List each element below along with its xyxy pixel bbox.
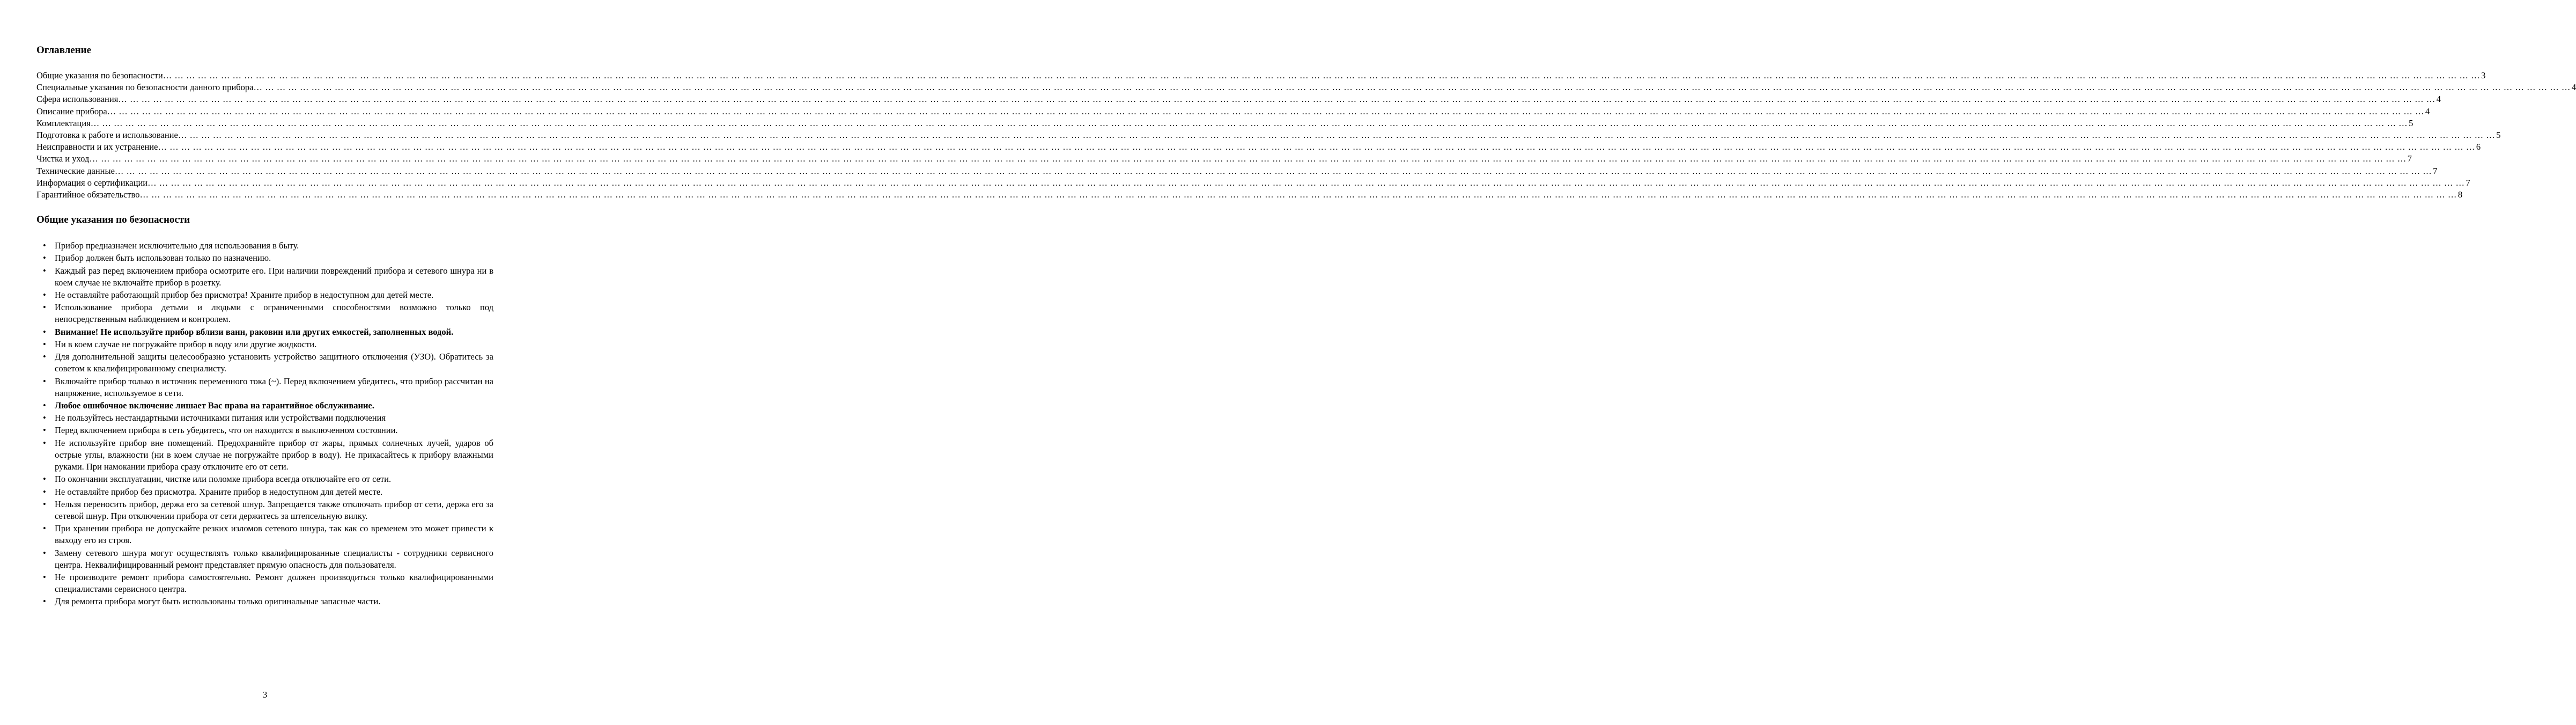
safety-list-item [36, 339, 493, 350]
safety-item-text: Включайте прибор только в источник переменного тока (~). Перед включением убедитесь, что прибор рассчитан на напряжение, используемое в сети. [55, 376, 493, 398]
bullet-icon: • [43, 437, 46, 448]
safety-item-text: Нельзя переносить прибор, держа его за сетевой шнур. Запрещается также отключать прибор от сети, держа его за сетевой шнур. При отключении прибора от сети держитесь за штепсельную вилку. [55, 499, 493, 521]
toc-entry-label: Неисправности и их устранение [36, 142, 158, 152]
safety-list-item [36, 486, 493, 498]
safety-instructions-list [36, 240, 493, 609]
bullet-icon: • [43, 474, 46, 485]
toc-entry-label: Гарантийное обязательство [36, 189, 140, 200]
safety-item-text: Для ремонта прибора могут быть использованы только оригинальные запасные части. [55, 596, 381, 607]
toc-entry [36, 93, 2441, 105]
safety-item-text: Не оставляйте работающий прибор без присмотра! Храните прибор в недоступном для детей месте. [55, 289, 434, 300]
safety-list-item [36, 265, 493, 289]
bullet-icon: • [43, 572, 46, 582]
toc-entry-label: Сфера использования [36, 94, 119, 105]
toc-entry [36, 165, 2438, 177]
safety-item-text: Не пользуйтесь нестандартными источниками питания или устройствами подключения [55, 413, 386, 423]
bullet-icon: • [43, 523, 46, 534]
bullet-icon: • [43, 253, 46, 263]
toc-entry-page: 4 [2425, 106, 2430, 116]
toc-entry-page: 6 [2476, 142, 2481, 152]
safety-list-item [36, 523, 493, 546]
safety-section-title: Общие указания по безопасности [36, 214, 190, 225]
bullet-icon: • [43, 413, 46, 423]
bullet-icon: • [43, 339, 46, 349]
table-of-contents [36, 70, 2576, 201]
toc-entry [36, 141, 2481, 153]
toc-entry-page: 3 [2481, 70, 2486, 80]
bullet-icon: • [43, 326, 46, 337]
toc-leader-dots: … … … … … … … … … … … … … … … … … … … … … … … … … … … … … … … … … … … … … … … … … … … … … … … … … … … … … … … … … … … … … … … … … … … … … … … … … … … … … … … … … … … … … … … … … … … … … … … … … … … … … … … … … … … … … … … … … … … … … … … … … … … … … … … … … … … … … … … … … … … … … … … … … … … … … … … … … … … … … … … … … … … … … … … … … … … … … … … … … … … … … … … … … … … … … … … … … … … … … … … … [90, 118, 2408, 128]
toc-leader-dots: … … … … … … … … … … … … … … … … … … … … … … … … … … … … … … … … … … … … … … … … … … … … … … … … … … … … … … … … … … … … … … … … … … … … … … … … … … … … … … … … … … … … … … … … … … … … … … … … … … … … … … … … … … … … … … … … … … … … … … … … … … … … … … … … … … … … … … … … … … … … … … … … … … … … … … … … … … … … … … … … … … … … … … … … … … … … … … … … … … … … … … … … … … … … … … … … … … … … … … … … [158, 142, 2475, 152]
toc-entry [36, 106, 2430, 118]
toc-leader-dots: … … … … … … … … … … … … … … … … … … … … … … … … … … … … … … … … … … … … … … … … … … … … … … … … … … … … … … … … … … … … … … … … … … … … … … … … … … … … … … … … … … … … … … … … … … … … … … … … … … … … … … … … … … … … … … … … … … … … … … … … … … … … … … … … … … … … … … … … … … … … … … … … … … … … … … … … … … … … … … … … … … … … … … … … … … … … … … … … … … … … … … … … … … … … … … … … … … … … … … … … [114, 165, 2432, 176]
toc-entry-label: Чистка и уход [36, 153, 90, 164]
safety-item-text: Любое ошибочное включение лишает Вас права на гарантийное обслуживание. [55, 400, 374, 411]
safety-item-text: По окончании эксплуатации, чистке или поломке прибора всегда отключайте его от сети. [55, 474, 392, 485]
safety-list-item [36, 596, 493, 607]
safety-list-item [36, 499, 493, 522]
toc-entry [36, 177, 2470, 189]
toc-entry-label: Комплектация [36, 118, 91, 128]
safety-list-item [36, 289, 493, 301]
toc-entry [36, 153, 2412, 165]
safety-list-item [36, 424, 493, 436]
toc-entry-page: 8 [2457, 189, 2463, 200]
bullet-icon: • [43, 302, 46, 313]
toc-leader-dots: … … … … … … … … … … … … … … … … … … … … … … … … … … … … … … … … … … … … … … … … … … … … … … … … … … … … … … … … … … … … … … … … … … … … … … … … … … … … … … … … … … … … … … … … … … … … … … … … … … … … … … … … … … … … … … … … … … … … … … … … … … … … … … … … … … … … … … … … … … … … … … … … … … … … … … … … … … … … … … … … … … … … … … … … … … … … … … … … … … … … … … … … … … … … … … … … … … … … … … … … [253, 82, 2571, 93]
safety-list-item [36, 302, 493, 325]
safety-list-item [36, 437, 493, 473]
bullet-icon: • [43, 547, 46, 558]
toc-entry [36, 118, 2413, 129]
toc-entry-page: 5 [2409, 118, 2413, 128]
toc-leader-dots: … … … … … … … … … … … … … … … … … … … … … … … … … … … … … … … … … … … … … … … … … … … … … … … … … … … … … … … … … … … … … … … … … … … … … … … … … … … … … … … … … … … … … … … … … … … … … … … … … … … … … … … … … … … … … … … … … … … … … … … … … … … … … … … … … … … … … … … … … … … … … … … … … … … … … … … … … … … … … … … … … … … … … … … … … … … … … … … … … … … … … … … … … … … … … … … … … … … … … … … … [178, 130, 2496, 141]
toc-entry [36, 82, 2576, 93]
toc-leader-dots: … … … … … … … … … … … … … … … … … … … … … … … … … … … … … … … … … … … … … … … … … … … … … … … … … … … … … … … … … … … … … … … … … … … … … … … … … … … … … … … … … … … … … … … … … … … … … … … … … … … … … … … … … … … … … … … … … … … … … … … … … … … … … … … … … … … … … … … … … … … … … … … … … … … … … … … … … … … … … … … … … … … … … … … … … … … … … … … … … … … … … … … … … … … … … … … … … … … … … … … … [147, 177, 2465, 188]
safety-item-text: Перед включением прибора в сеть убедитесь, что он находится в выключенном состоянии. [55, 425, 398, 436]
toc-leader-dots: … … … … … … … … … … … … … … … … … … … … … … … … … … … … … … … … … … … … … … … … … … … … … … … … … … … … … … … … … … … … … … … … … … … … … … … … … … … … … … … … … … … … … … … … … … … … … … … … … … … … … … … … … … … … … … … … … … … … … … … … … … … … … … … … … … … … … … … … … … … … … … … … … … … … … … … … … … … … … … … … … … … … … … … … … … … … … … … … … … … … … … … … … … … … … … … … … … … … … … … … [139, 189, 2457, 200]
toc-entry-page: 7 [2433, 165, 2438, 176]
bullet-icon: • [43, 376, 46, 386]
safety-list-item [36, 412, 493, 424]
safety-item-text: Не оставляйте прибор без присмотра. Храните прибор в недоступном для детей месте. [55, 486, 383, 497]
safety-item-text: Каждый раз перед включением прибора осмотрите его. При наличии повреждений прибора и сетевого шнура ни в коем случае не включайте прибор в розетку. [55, 265, 493, 288]
bullet-icon: • [43, 425, 46, 436]
safety-item-text: Не используйте прибор вне помещений. Предохраняйте прибор от жары, прямых солнечных лучей, ударов об острые углы, влажности (ни в коем случае не погружайте прибор в воду). Не прикасайтесь к прибору влажными руками. При намокании прибора сразу отключите его от сети. [55, 437, 493, 472]
safety-item-text: Не производите ремонт прибора самостоятельно. Ремонт должен производиться только квалифицированными специалистами сервисного центра. [55, 572, 493, 594]
toc-title: Оглавление [36, 45, 92, 56]
safety-list-item [36, 351, 493, 375]
bullet-icon: • [43, 499, 46, 509]
safety-list-item [36, 400, 493, 412]
safety-list-item [36, 473, 493, 485]
bullet-icon: • [43, 240, 46, 251]
safety-list-item [36, 376, 493, 399]
safety-item-text: Ни в коем случае не погружайте прибор в воду или другие жидкости. [55, 339, 317, 349]
bullet-icon: • [43, 265, 46, 276]
toc-leader-dots: … … … … … … … … … … … … … … … … … … … … … … … … … … … … … … … … … … … … … … … … … … … … … … … … … … … … … … … … … … … … … … … … … … … … … … … … … … … … … … … … … … … … … … … … … … … … … … … … … … … … … … … … … … … … … … … … … … … … … … … … … … … … … … … … … … … … … … … … … … … … … … … … … … … … … … … … … … … … … … … … … … … … … … … … … … … … … … … … … … … … … … … … … … … … … … … … … … … … … … … … [163, 70, 2481, 80]
toc-entry-label: Технические данные [36, 165, 115, 176]
toc-entry-page: 5 [2496, 130, 2501, 141]
bullet-icon: • [43, 596, 46, 607]
safety-item-text: Для дополнительной защиты целесообразно установить устройство защитного отключения (УЗО). Обратитесь за советом к квалифицированному специалисту. [55, 351, 493, 374]
bullet-icon: • [43, 486, 46, 497]
safety-item-text: Использование прибора детьми и людьми с ограниченными способностями возможно только под непосредственным наблюдением и контролем. [55, 302, 493, 325]
toc-entry-page: 4 [2436, 94, 2441, 105]
safety-item-text: Замену сетевого шнура могут осуществлять только квалифицированные специалисты - сотрудники сервисного центра. Неквалифицированный ремонт представляет прямую опасность для пользователя. [55, 547, 493, 570]
page-number: 3 [262, 690, 268, 700]
toc-leader-dots: … … … … … … … … … … … … … … … … … … … … … … … … … … … … … … … … … … … … … … … … … … … … … … … … … … … … … … … … … … … … … … … … … … … … … … … … … … … … … … … … … … … … … … … … … … … … … … … … … … … … … … … … … … … … … … … … … … … … … … … … … … … … … … … … … … … … … … … … … … … … … … … … … … … … … … … … … … … … … … … … … … … … … … … … … … … … … … … … … … … … … … … … … … … … … … … … … … … … … … … … [89, 153, 2407, 164]
toc-entry [36, 129, 2501, 141]
toc-entry-page: 4 [2571, 82, 2576, 93]
safety-item-text: Прибор предназначен исключительно для использования в быту. [55, 240, 299, 251]
toc-entry-label: Специальные указания по безопасности данного прибора [36, 82, 254, 93]
toc-entry-label: Общие указания по безопасности [36, 70, 163, 80]
toc-entry [36, 70, 2486, 82]
toc-entry-label: Подготовка к работе и использование [36, 130, 178, 141]
toc-leader-dots: … … … … … … … … … … … … … … … … … … … … … … … … … … … … … … … … … … … … … … … … … … … … … … … … … … … … … … … … … … … … … … … … … … … … … … … … … … … … … … … … … … … … … … … … … … … … … … … … … … … … … … … … … … … … … … … … … … … … … … … … … … … … … … … … … … … … … … … … … … … … … … … … … … … … … … … … … … … … … … … … … … … … … … … … … … … … … … … … … … … … … … … … … … … … … … … … … … … … … … … … [118, 94, 2435, 105]
safety-list-item [36, 240, 493, 252]
toc-entry-page: 7 [2466, 177, 2470, 188]
toc-entry-page: 7 [2407, 153, 2412, 164]
safety-item-text: При хранении прибора не допускайте резких изломов сетевого шнура, так как со временем это может привести к выходу его из строя. [55, 523, 493, 546]
safety-list-item [36, 326, 493, 338]
bullet-icon: • [43, 351, 46, 362]
safety-item-text: Внимание! Не используйте прибор вблизи ванн, раковин или других емкостей, заполненных водой. [55, 326, 454, 337]
safety-list-item [36, 572, 493, 595]
safety-list-item [36, 252, 493, 264]
toc-entry [36, 189, 2463, 201]
safety-list-item [36, 547, 493, 571]
toc-entry-label: Описание прибора [36, 106, 107, 116]
bullet-icon: • [43, 400, 46, 411]
toc-leader-dots: … … … … … … … … … … … … … … … … … … … … … … … … … … … … … … … … … … … … … … … … … … … … … … … … … … … … … … … … … … … … … … … … … … … … … … … … … … … … … … … … … … … … … … … … … … … … … … … … … … … … … … … … … … … … … … … … … … … … … … … … … … … … … … … … … … … … … … … … … … … … … … … … … … … … … … … … … … … … … … … … … … … … … … … … … … … … … … … … … … … … … … … … … … … … … … … … … … … … … … … … [107, 106, 2425, 116]
bullet-icon: • [43, 289, 46, 300]
toc-entry-label: Информация о сертификации [36, 177, 148, 188]
safety-item-text: Прибор должен быть использован только по назначению. [55, 253, 271, 263]
